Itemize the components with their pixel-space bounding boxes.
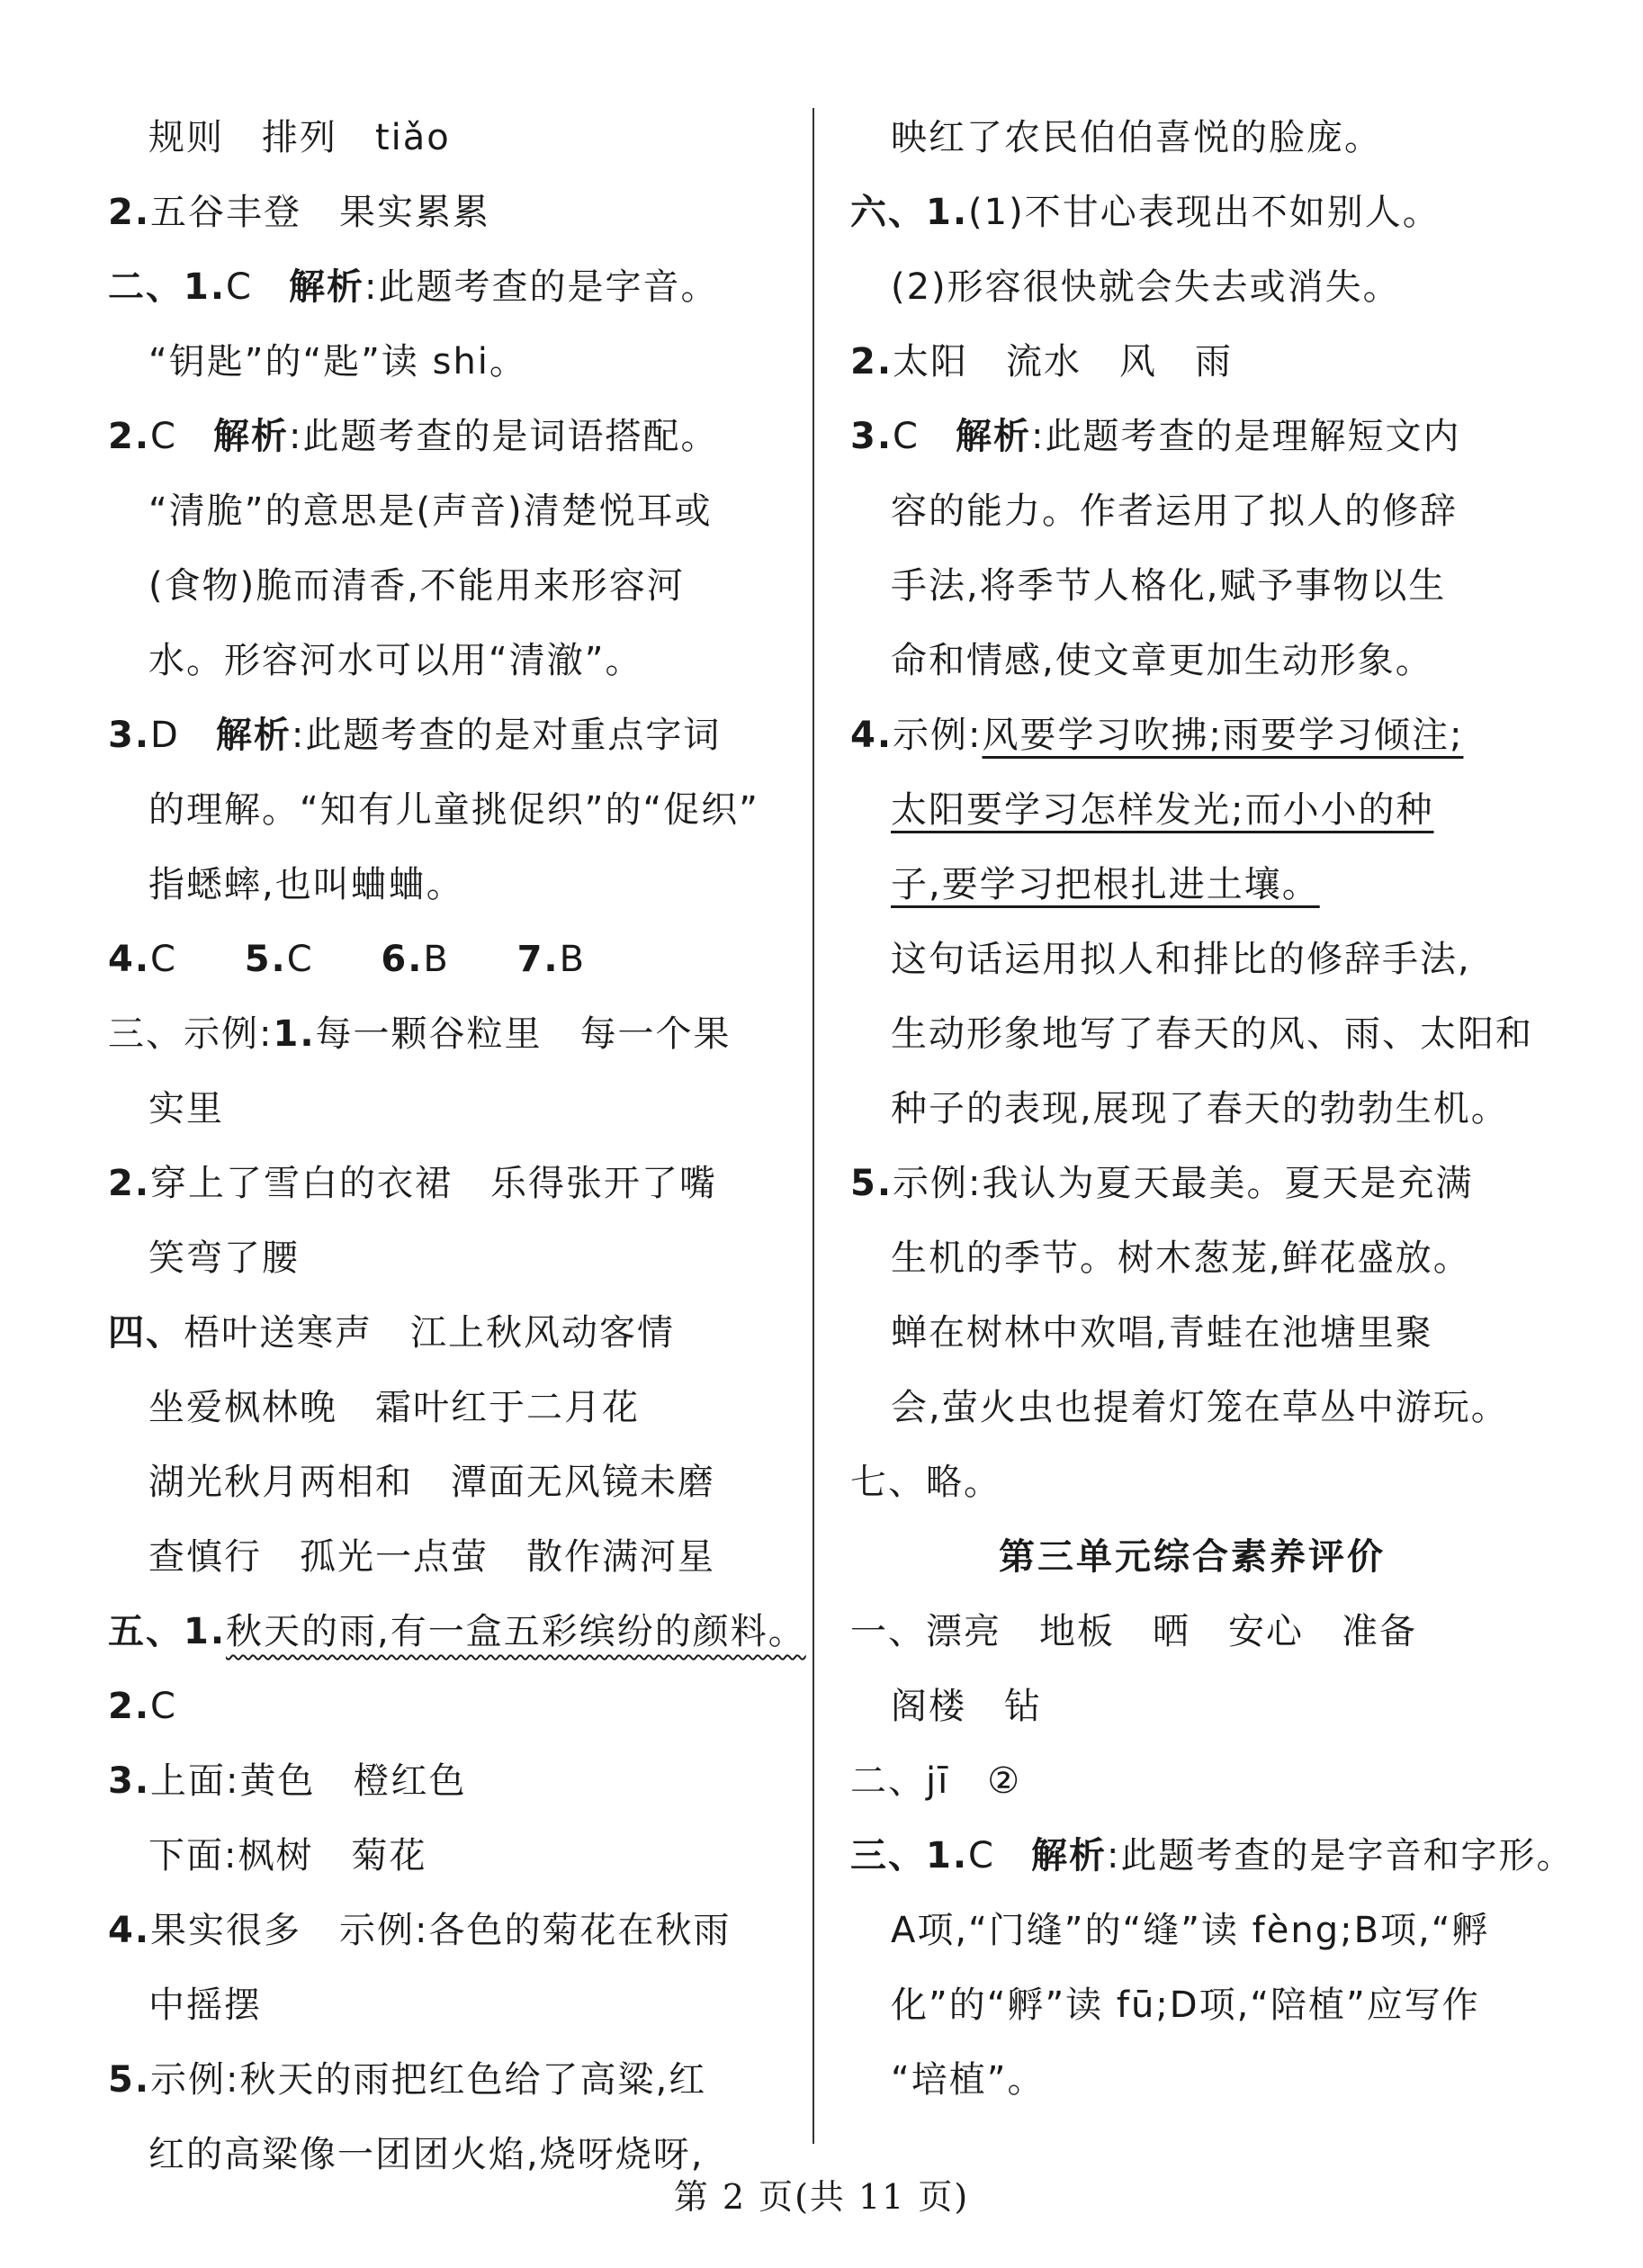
right-column xyxy=(850,101,1575,2118)
item-number: 3. xyxy=(108,715,151,756)
answer-line xyxy=(108,922,792,997)
answer-line: 蝉在树林中欢唱,青蛙在池塘里聚 xyxy=(891,1312,1433,1354)
section-number: 二、1. xyxy=(108,266,227,308)
item-number: 7. xyxy=(516,939,560,980)
answer-line: 命和情感,使文章更加生动形象。 xyxy=(891,640,1433,681)
answer-choice: D xyxy=(150,715,180,756)
section-number: 三、1. xyxy=(850,1835,969,1876)
item-number: 6. xyxy=(381,939,424,980)
answer-line: 中摇摆 xyxy=(148,1984,262,2026)
item-number: 2. xyxy=(850,341,893,382)
answer-line xyxy=(108,1894,792,1968)
item-number: 2. xyxy=(108,192,151,233)
answer-line: 笑弯了腰 xyxy=(148,1238,300,1279)
answer-line xyxy=(850,698,1534,773)
item-number: 2. xyxy=(108,1163,151,1204)
answer-line: 坐爱枫林晚 霜叶红于二月花 xyxy=(148,1387,640,1428)
item-number: 4. xyxy=(850,715,893,756)
answer-line xyxy=(108,176,792,250)
answer-choice: B xyxy=(423,939,450,980)
answer-line: 生机的季节。树木葱茏,鲜花盛放。 xyxy=(891,1238,1471,1279)
item-number: 2. xyxy=(108,1686,151,1727)
answer-line xyxy=(850,848,1534,922)
answer-line: 下面:枫树 菊花 xyxy=(148,1835,427,1876)
answer-line xyxy=(108,1147,792,1221)
page-number-footer: 第 2 页(共 11 页) xyxy=(673,2177,970,2217)
answer-line xyxy=(108,2043,792,2118)
analysis-text: :此题考查的是字音。 xyxy=(364,266,719,308)
answer-text: 穿上了雪白的衣裙 乐得张开了嘴 xyxy=(150,1163,718,1204)
underlined-answer: 子,要学习把根扎进土壤。 xyxy=(891,864,1320,905)
item-number: 4. xyxy=(108,939,151,980)
item-number: 5. xyxy=(108,2059,151,2101)
item-number: 1. xyxy=(273,1013,316,1055)
underlined-answer: 太阳要学习怎样发光;而小小的种 xyxy=(891,789,1434,831)
answer-line: 阁楼 钻 xyxy=(891,1686,1042,1727)
answer-line: 规则 排列 tiǎo xyxy=(148,117,451,158)
column-divider xyxy=(813,108,814,2144)
analysis-text: :此题考查的是词语搭配。 xyxy=(288,416,719,457)
answer-line: 映红了农民伯伯喜悦的脸庞。 xyxy=(891,117,1382,158)
answer-text: 梧叶送寒声 江上秋风动客情 xyxy=(184,1312,675,1354)
answer-line: 红的高粱像一团团火焰,烧呀烧呀, xyxy=(148,2134,705,2175)
answer-line xyxy=(850,325,1534,400)
answer-text: (1)不甘心表现出不如别人。 xyxy=(968,192,1441,233)
answer-text: 上面:黄色 橙红色 xyxy=(150,1760,467,1802)
answer-line: 水。形容河水可以用“清澈”。 xyxy=(148,640,643,681)
analysis-label: 解析 xyxy=(212,416,289,457)
section-number: 四、 xyxy=(108,1312,184,1354)
answer-text: 太阳 流水 风 雨 xyxy=(893,341,1234,382)
item-number: 4. xyxy=(108,1910,151,1951)
answer-line: 查慎行 孤光一点萤 散作满河星 xyxy=(148,1536,715,1578)
answer-line: 会,萤火虫也提着灯笼在草丛中游玩。 xyxy=(891,1387,1509,1428)
answer-text: 示例: xyxy=(893,715,983,756)
analysis-label: 解析 xyxy=(215,715,292,756)
wavy-underlined-answer: 秋天的雨,有一盒五彩缤纷的颜料。 xyxy=(226,1611,806,1652)
analysis-text: :此题考查的是字音和字形。 xyxy=(1106,1835,1575,1876)
answer-line: 指蟋蟀,也叫蛐蛐。 xyxy=(148,864,464,905)
answer-line xyxy=(850,176,1534,250)
answer-choice: C xyxy=(150,416,177,457)
analysis-label: 解析 xyxy=(288,266,364,308)
answer-line: 这句话运用拟人和排比的修辞手法, xyxy=(891,939,1471,980)
answer-line: 容的能力。作者运用了拟人的修辞 xyxy=(891,490,1458,532)
answer-choice: C xyxy=(286,939,314,980)
underlined-answer: 风要学习吹拂;雨要学习倾注; xyxy=(982,715,1464,756)
answer-choice: C xyxy=(893,416,920,457)
left-column xyxy=(108,101,806,2192)
answer-line xyxy=(108,997,792,1072)
answer-text: 示例:我认为夏天最美。夏天是充满 xyxy=(893,1163,1474,1204)
answer-line: A项,“门缝”的“缝”读 fèng;B项,“孵 xyxy=(891,1910,1490,1951)
answer-text: 五谷丰登 果实累累 xyxy=(150,192,491,233)
answer-line xyxy=(850,1147,1534,1221)
answer-line: 种子的表现,展现了春天的勃勃生机。 xyxy=(891,1088,1509,1130)
answer-text: 示例:秋天的雨把红色给了高粱,红 xyxy=(150,2059,707,2101)
answer-line xyxy=(108,698,792,773)
answer-line: 湖光秋月两相和 潭面无风镜未磨 xyxy=(148,1462,715,1503)
answer-line: 化”的“孵”读 fū;D项,“陪植”应写作 xyxy=(891,1984,1480,2026)
section-title: 第三单元综合素养评价 xyxy=(999,1536,1386,1578)
analysis-label: 解析 xyxy=(1030,1835,1107,1876)
item-number: 5. xyxy=(244,939,287,980)
item-number: 3. xyxy=(850,416,893,457)
answer-line xyxy=(850,773,1534,848)
answer-line xyxy=(850,400,1534,474)
answer-choice: B xyxy=(559,939,587,980)
answer-line: “清脆”的意思是(声音)清楚悦耳或 xyxy=(148,490,713,532)
answer-line xyxy=(108,400,792,474)
answer-line: “钥匙”的“匙”读 shi。 xyxy=(148,341,527,382)
answer-line: (食物)脆而清香,不能用来形容河 xyxy=(148,565,685,607)
item-number: 5. xyxy=(850,1163,893,1204)
answer-line: 生动形象地写了春天的风、雨、太阳和 xyxy=(891,1013,1533,1055)
answer-line xyxy=(108,1296,792,1371)
answer-line: “培植”。 xyxy=(891,2059,1046,2101)
section-number: 五、1. xyxy=(108,1611,227,1652)
analysis-text: :此题考查的是理解短文内 xyxy=(1030,416,1461,457)
analysis-label: 解析 xyxy=(955,416,1031,457)
answer-line xyxy=(108,250,792,325)
section-number: 三、示例: xyxy=(108,1013,274,1055)
answer-line xyxy=(108,1744,792,1819)
answer-text: 果实很多 示例:各色的菊花在秋雨 xyxy=(150,1910,732,1951)
item-number: 3. xyxy=(108,1760,151,1802)
answer-line: 实里 xyxy=(148,1088,224,1130)
answer-line: 的理解。“知有儿童挑促织”的“促织” xyxy=(148,789,759,831)
answer-choice: C xyxy=(150,939,177,980)
answer-line: (2)形容很快就会失去或消失。 xyxy=(891,266,1401,308)
answer-line xyxy=(108,1595,806,1670)
item-number: 2. xyxy=(108,416,151,457)
answer-choice: C xyxy=(226,266,253,308)
answer-line xyxy=(108,1670,792,1744)
answer-line xyxy=(850,1819,1575,1894)
answer-line: 七、略。 xyxy=(850,1462,1001,1503)
answer-choice: C xyxy=(968,1835,995,1876)
answer-choice: C xyxy=(150,1686,177,1727)
analysis-text: :此题考查的是对重点字词 xyxy=(291,715,722,756)
answer-line: 手法,将季节人格化,赋予事物以生 xyxy=(891,565,1447,607)
answer-text: 每一颗谷粒里 每一个果 xyxy=(315,1013,732,1055)
section-number: 六、1. xyxy=(850,192,969,233)
answer-line: 一、漂亮 地板 晒 安心 准备 xyxy=(850,1611,1417,1652)
answer-line: 二、jī ② xyxy=(850,1760,1022,1802)
